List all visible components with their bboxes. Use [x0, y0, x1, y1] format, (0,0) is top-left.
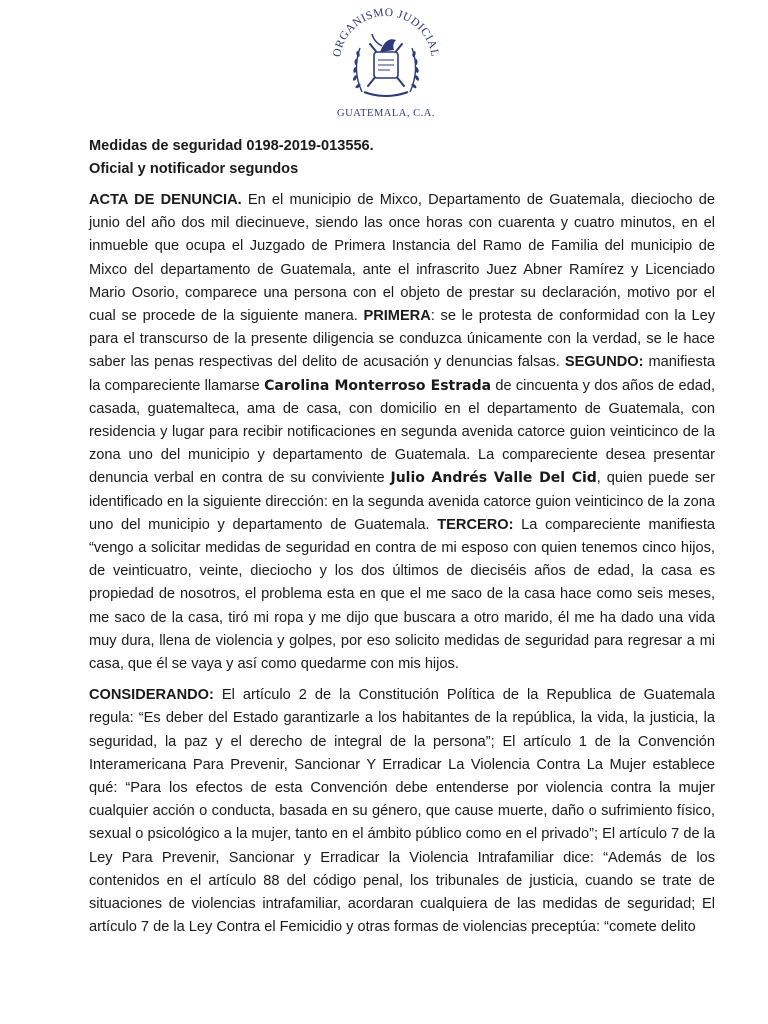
seal-bottom-text: GUATEMALA, C.A.	[337, 108, 435, 119]
acta-intro: En el municipio de Mixco, Departamento de Guatemala, dieciocho de junio del año dos mil diecinueve, siendo las once horas con cuarenta y cuatro minutos, en el inmueble que ocupa el Juzgado de Primera Instancia del Ramo de Familia del municipio de Mixco del departamento de Guatemala, ante el infrascrito Juez Abner Ramírez y Licenciado Mario Osorio, comparece una persona con el objeto de prestar su declaración, motivo por el cual se procede de la siguiente manera.	[89, 192, 715, 325]
primera-text: : se le protesta de conformidad con la Ley para el transcurso de la presente diligencia se conduzca únicamente con la verdad, se le hace saber las penas respectivas del delito de acusación y denuncias falsas.	[89, 308, 715, 371]
seal-top-text: ORGANISMO JUDICIAL	[331, 6, 441, 58]
document-body	[89, 135, 715, 940]
considerando-paragraph	[89, 684, 715, 939]
ribbon-icon	[364, 92, 408, 96]
primera-label: PRIMERA	[363, 308, 431, 325]
case-officer: Oficial y notificador segundos	[89, 161, 299, 177]
respondent-name: Julio Andrés Valle Del Cid	[390, 470, 597, 487]
quetzal-scroll-icon	[372, 34, 398, 78]
organismo-judicial-seal	[322, 0, 450, 122]
tercero-text: La compareciente manifiesta “vengo a solicitar medidas de seguridad en contra de mi esposo con quien tenemos cinco hijos, de veinticuatro, veinte, dieciocho y los dos últimos de dieciséis años de edad, la casa es propiedad de nosotros, el problema esta en que el me saco de la casa hace como seis meses, me saco de la casa, tiró mi ropa y me dijo que buscara a otro marido, él me ha dado una vida muy dura, llena de violencia y golpes, por eso solicito medidas de seguridad para regresar a mi casa, que él se vaya y así como quedarme con mis hijos.	[89, 516, 715, 673]
considerando-heading: CONSIDERANDO:	[89, 687, 214, 704]
considerando-text: El artículo 2 de la Constitución Política de la Republica de Guatemala regula: “Es deber del Estado garantizarle a los habitantes de la república, la vida, la justicia, la seguridad, la paz y el derecho de integral de la persona”; El artículo 1 de la Convención Interamericana Para Prevenir, Sancionar Y Erradicar La Violencia Contra La Mujer establece qué: “Para los efectos de esta Convención debe entenderse por violencia contra la mujer cualquier acción o conducta, basada en su género, que cause muerte, daño o sufrimiento físico, sexual o psicológico a la mujer, tanto en el ámbito público como en el privado”; El artículo 7 de la Ley Para Prevenir, Sancionar y Erradicar la Violencia Intrafamiliar dice: “Además de los contenidos en el artículo 88 del código penal, los tribunales de justicia, cuando se trate de situaciones de violencias intrafamiliar, acordaran cualquiera de las medidas de seguridad; El artículo 7 de la Ley Contra el Femicidio y otras formas de violencias preceptúa: “comete delito	[89, 687, 715, 936]
segundo-text-c: , quien puede ser identificado en la siguiente dirección: en la segunda avenida catorce guion veinticinco de la zona uno del municipio y departamento de Guatemala.	[89, 470, 716, 533]
tercero-label: TERCERO:	[437, 516, 514, 533]
case-number: Medidas de seguridad 0198-2019-013556.	[89, 138, 374, 154]
segundo-text-b: de cincuenta y dos años de edad, casada, guatemalteca, ama de casa, con domicilio en el departamento de Guatemala, con residencia y lugar para recibir notificaciones en segunda avenida catorce guion veinticinco de la zona uno del municipio y departamento de Guatemala. La compareciente desea presentar denuncia verbal en contra de su conviviente	[89, 377, 715, 487]
acta-heading: ACTA DE DENUNCIA.	[89, 192, 242, 208]
complainant-name: Carolina Monterroso Estrada	[264, 377, 492, 394]
segundo-label: SEGUNDO:	[564, 354, 644, 371]
acta-paragraph	[89, 189, 715, 676]
segundo-text-a: manifiesta la compareciente llamarse	[89, 354, 715, 394]
